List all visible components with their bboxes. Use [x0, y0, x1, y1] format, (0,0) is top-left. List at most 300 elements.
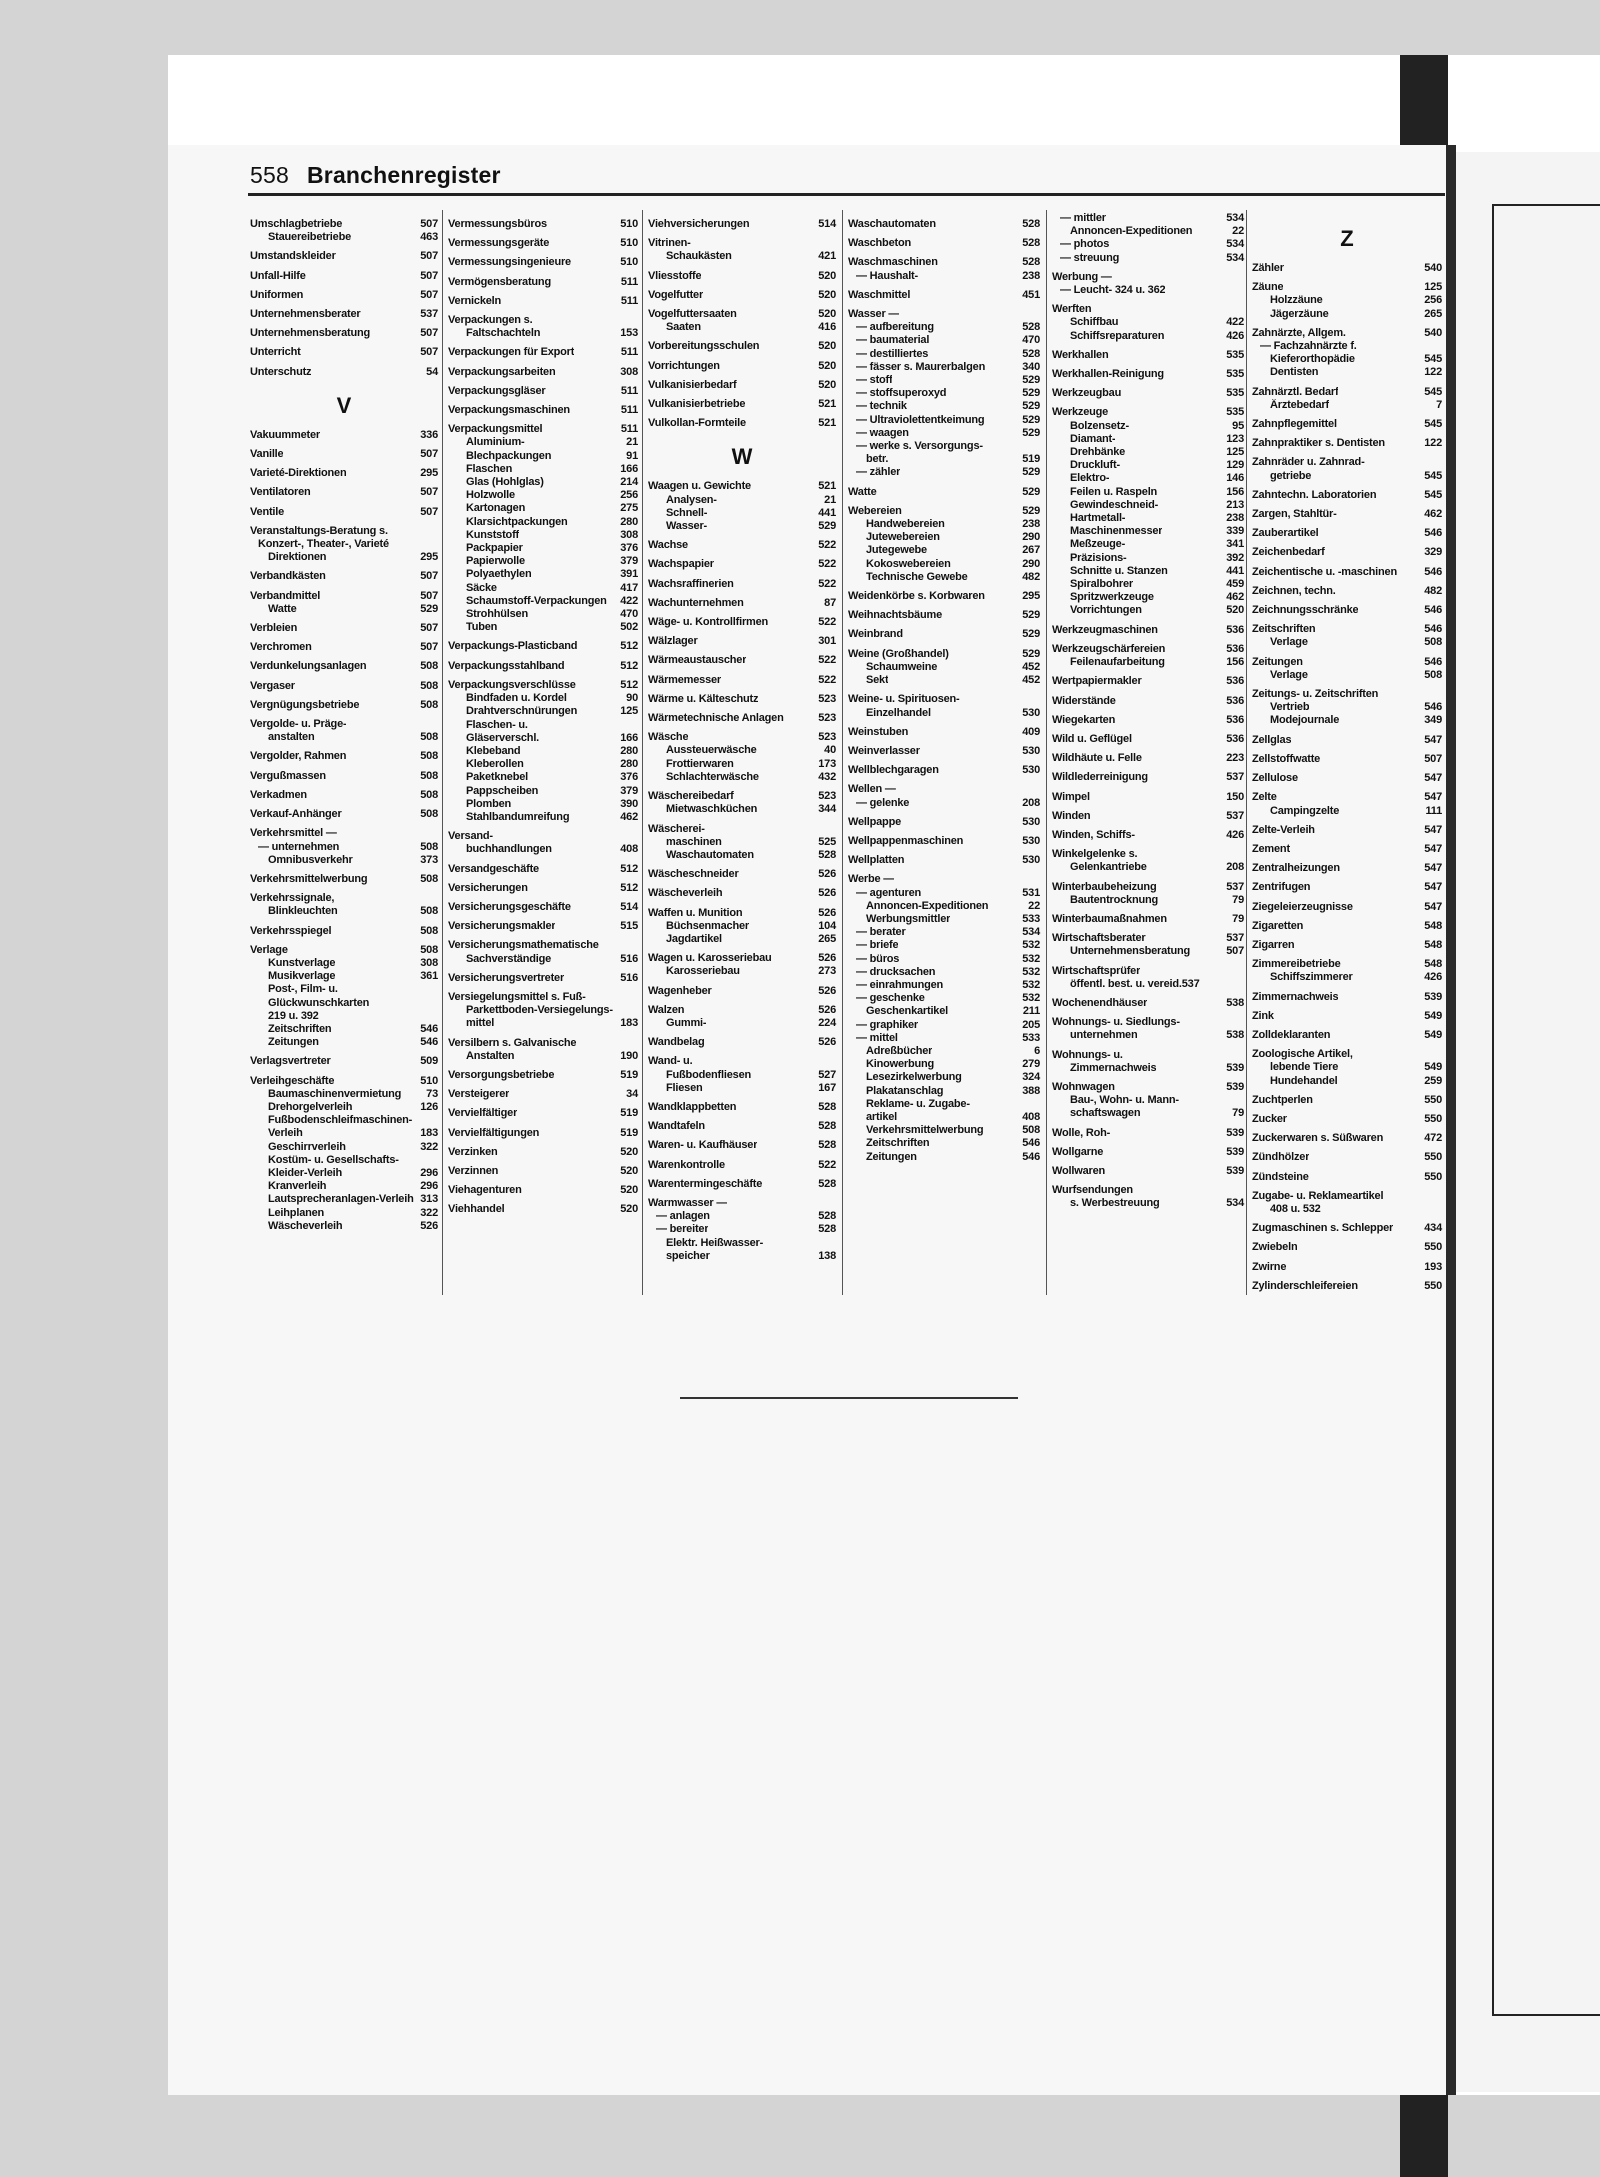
entry-label: Vorrichtungen — [1070, 604, 1142, 617]
entry-label: Zahntechn. Laboratorien — [1252, 488, 1377, 501]
entry-page-number: 522 — [818, 616, 836, 629]
entry-label: Verlage — [1270, 668, 1308, 681]
entry-page-number: 279 — [1022, 1058, 1040, 1071]
index-entry — [448, 1069, 638, 1082]
entry-page-number: 537 — [420, 308, 438, 321]
index-entry — [848, 835, 1040, 848]
entry-page-number: 545 — [1424, 469, 1442, 482]
index-entry — [848, 256, 1040, 269]
entry-label: Zugmaschinen s. Schlepper — [1252, 1222, 1394, 1235]
index-entry — [648, 803, 836, 816]
entry-page-number: 166 — [620, 462, 638, 475]
entry-page-number: 522 — [818, 654, 836, 667]
entry-label: — berater — [856, 926, 906, 939]
entry-page-number: 322 — [420, 1140, 438, 1153]
index-entry — [848, 440, 1040, 453]
entry-label: Zahnpraktiker s. Dentisten — [1252, 437, 1385, 450]
entry-page-number: 259 — [1424, 1074, 1442, 1087]
index-entry — [648, 965, 836, 978]
entry-page-number: 511 — [620, 346, 638, 359]
index-entry — [1052, 656, 1244, 669]
index-entry — [1252, 546, 1442, 559]
entry-label: Sachverständige — [466, 952, 552, 965]
index-entry — [848, 628, 1040, 641]
index-entry — [1252, 669, 1442, 682]
entry-page-number: 508 — [1424, 636, 1442, 649]
index-entry — [648, 1055, 836, 1068]
entry-label: Umschlagbetriebe — [250, 218, 343, 230]
entry-label: Kleider-Verleih — [268, 1166, 343, 1179]
entry-page-number: 392 — [1226, 551, 1244, 564]
entry-page-number: 546 — [1424, 565, 1442, 578]
index-entry — [1252, 862, 1442, 875]
entry-page-number: 529 — [1022, 504, 1040, 517]
entry-page-number: 452 — [1022, 660, 1040, 673]
index-entry — [648, 520, 836, 533]
entry-label: Wachsraffinerien — [648, 577, 734, 590]
entry-label: — graphiker — [856, 1018, 918, 1031]
index-entry — [448, 542, 638, 555]
entry-label: Zahnärztl. Bedarf — [1252, 385, 1339, 398]
index-entry — [1252, 366, 1442, 379]
entry-label: Vernickeln — [448, 294, 502, 307]
entry-page-number: 528 — [1022, 321, 1040, 334]
index-entry — [848, 1085, 1040, 1098]
entry-page-number: 519 — [620, 1068, 638, 1081]
entry-page-number: 511 — [620, 275, 638, 288]
index-entry — [250, 841, 438, 854]
entry-page-number: 156 — [1226, 656, 1244, 669]
index-entry — [848, 544, 1040, 557]
entry-label: Elektr. Heißwasser- — [666, 1236, 764, 1249]
entry-label: Kleberollen — [466, 758, 524, 771]
entry-label: Weine (Großhandel) — [848, 647, 949, 660]
index-entry — [448, 346, 638, 359]
entry-label: Drahtverschnürungen — [466, 705, 578, 718]
index-entry — [250, 827, 438, 840]
entry-label: Zündhölzer — [1252, 1151, 1310, 1164]
entry-page-number: 470 — [620, 608, 638, 621]
entry-label: Vulkollan-Formteile — [648, 417, 746, 430]
entry-label: Wimpel — [1052, 790, 1090, 803]
entry-label: Schaumweine — [866, 660, 938, 673]
entry-label: Warmwasser — — [648, 1196, 728, 1209]
index-entry — [448, 771, 638, 784]
index-entry — [250, 538, 438, 551]
entry-page-number: 536 — [1226, 642, 1244, 655]
entry-page-number: 295 — [420, 551, 438, 564]
entry-label: Fußbodenfliesen — [666, 1068, 752, 1081]
index-entry — [1052, 1016, 1244, 1029]
entry-page-number: 462 — [620, 810, 638, 823]
entry-page-number: 482 — [1022, 570, 1040, 583]
entry-label: Wäscheschneider — [648, 868, 739, 881]
entry-label: Versandgeschäfte — [448, 862, 539, 875]
entry-label: — stoff — [856, 374, 893, 387]
entry-page-number: 547 — [1424, 791, 1442, 804]
index-entry — [648, 308, 836, 321]
entry-page-number: 511 — [620, 423, 638, 436]
entry-label: — geschenke — [856, 992, 925, 1005]
entry-label: Vervielfältigungen — [448, 1126, 540, 1139]
entry-label: Verchromen — [250, 641, 312, 654]
entry-page-number: 528 — [818, 1223, 836, 1236]
entry-label: Zelte-Verleih — [1252, 823, 1315, 836]
entry-page-number: 512 — [620, 678, 638, 691]
index-entry — [448, 1088, 638, 1101]
entry-page-number: 521 — [818, 398, 836, 411]
index-entry — [250, 327, 438, 340]
entry-label: Mietwaschküchen — [666, 803, 758, 816]
index-entry — [1252, 527, 1442, 540]
index-entry — [448, 582, 638, 595]
entry-label: Adreßbücher — [866, 1044, 933, 1057]
entry-page-number: 529 — [1022, 466, 1040, 479]
entry-label: Kokoswebereien — [866, 557, 951, 570]
entry-page-number: 422 — [1226, 316, 1244, 329]
index-entry — [1052, 446, 1244, 459]
entry-label: — technik — [856, 400, 907, 413]
index-entry — [1252, 1132, 1442, 1145]
entry-page-number: 265 — [1424, 307, 1442, 320]
entry-label: Watte — [848, 485, 877, 498]
entry-label: — fässer s. Maurerbalgen — [856, 360, 986, 373]
index-entry — [250, 770, 438, 783]
entry-label: Zeitungen — [1252, 655, 1303, 668]
column-divider — [442, 210, 443, 1295]
index-entry — [848, 726, 1040, 739]
entry-page-number: 150 — [1226, 790, 1244, 803]
index-entry — [648, 1101, 836, 1114]
index-entry — [1252, 714, 1442, 727]
index-entry — [448, 732, 638, 745]
index-entry — [1252, 386, 1442, 399]
entry-page-number: 507 — [1226, 945, 1244, 958]
entry-page-number: 537 — [1226, 809, 1244, 822]
index-entry — [1252, 1203, 1442, 1216]
entry-page-number: 528 — [818, 1210, 836, 1223]
index-entry — [1052, 284, 1244, 297]
entry-label: Werkzeugmaschinen — [1052, 623, 1158, 636]
entry-page-number: 510 — [620, 256, 638, 269]
index-entry — [448, 1017, 638, 1030]
index-entry — [1252, 566, 1442, 579]
entry-label: Spritzwerkzeuge — [1070, 591, 1154, 604]
index-entry — [1052, 881, 1244, 894]
entry-page-number: 308 — [420, 956, 438, 969]
index-entry — [848, 466, 1040, 479]
index-entry — [448, 256, 638, 269]
index-entry — [448, 218, 638, 231]
index-entry — [448, 692, 638, 705]
entry-label: Zigaretten — [1252, 919, 1304, 932]
entry-page-number: 539 — [1226, 1080, 1244, 1093]
entry-label: Vertrieb — [1270, 701, 1310, 714]
entry-label: Verkehrsmittelwerbung — [250, 872, 368, 885]
index-entry — [1052, 1184, 1244, 1197]
index-entry — [250, 854, 438, 867]
entry-label: Zellulose — [1252, 772, 1298, 785]
index-entry — [648, 270, 836, 283]
index-entry — [448, 555, 638, 568]
entry-label: Blinkleuchten — [268, 905, 338, 918]
entry-label: Zucker — [1252, 1112, 1287, 1125]
index-entry — [848, 913, 1040, 926]
entry-page-number: 95 — [1232, 419, 1244, 432]
index-entry — [448, 705, 638, 718]
entry-label: Wachspapier — [648, 558, 714, 571]
entry-page-number: 539 — [1226, 1164, 1244, 1177]
entry-label: 408 u. 532 — [1270, 1202, 1321, 1215]
index-entry — [1252, 418, 1442, 431]
index-entry — [1052, 1094, 1244, 1107]
index-entry — [1052, 368, 1244, 381]
entry-label: Zelte — [1252, 791, 1277, 804]
index-entry — [1052, 538, 1244, 551]
entry-page-number: 388 — [1022, 1084, 1040, 1097]
entry-page-number: 522 — [818, 539, 836, 552]
entry-label: Musikverlage — [268, 970, 336, 983]
index-entry — [848, 505, 1040, 518]
entry-label: Verkadmen — [250, 788, 307, 801]
index-entry — [848, 218, 1040, 231]
index-entry — [1252, 843, 1442, 856]
index-entry — [648, 1237, 836, 1250]
index-entry — [250, 346, 438, 359]
entry-label: Zahnpflegemittel — [1252, 418, 1337, 431]
index-entry — [848, 1019, 1040, 1032]
index-entry — [1252, 636, 1442, 649]
entry-page-number: 379 — [620, 784, 638, 797]
entry-page-number: 452 — [1022, 674, 1040, 687]
entry-label: Vogelfuttersaaten — [648, 308, 737, 321]
index-entry — [648, 507, 836, 520]
entry-page-number: 507 — [420, 218, 438, 230]
entry-label: Vorrichtungen — [648, 359, 720, 372]
index-entry — [1252, 734, 1442, 747]
entry-page-number: 529 — [1022, 400, 1040, 413]
index-entry — [1052, 212, 1244, 225]
scan-bottom-margin — [168, 2095, 1600, 2177]
entry-page-number: 183 — [620, 1017, 638, 1030]
entry-page-number: 308 — [620, 528, 638, 541]
index-entry — [250, 429, 438, 442]
entry-label: Drehbänke — [1070, 446, 1126, 459]
entry-page-number: 90 — [626, 692, 638, 705]
entry-page-number: 535 — [1226, 387, 1244, 400]
entry-page-number: 507 — [420, 622, 438, 635]
index-entry — [250, 789, 438, 802]
index-entry — [1252, 1280, 1442, 1293]
entry-label: Winden, Schiffs- — [1052, 828, 1135, 841]
entry-page-number: 520 — [620, 1203, 638, 1216]
entry-label: Vliesstoffe — [648, 269, 702, 282]
entry-label: Vergolder, Rahmen — [250, 750, 347, 763]
index-entry — [250, 289, 438, 302]
entry-label: Wellen — — [848, 783, 896, 796]
entry-label: Klebeband — [466, 744, 521, 757]
entry-label: Zeichnen, techn. — [1252, 584, 1336, 597]
index-entry — [1252, 1075, 1442, 1088]
index-entry — [1252, 585, 1442, 598]
index-entry — [1252, 456, 1442, 469]
index-entry — [448, 314, 638, 327]
entry-page-number: 126 — [420, 1100, 438, 1113]
index-entry — [848, 414, 1040, 427]
index-column-3 — [648, 212, 836, 1263]
index-entry — [448, 1165, 638, 1178]
entry-page-number: 313 — [420, 1193, 438, 1206]
entry-page-number: 508 — [420, 731, 438, 744]
entry-page-number: 523 — [818, 731, 836, 744]
entry-label: buchhandlungen — [466, 843, 552, 856]
index-entry — [1052, 810, 1244, 823]
entry-label: Winden — [1052, 809, 1091, 822]
entry-label: Vitrinen- — [648, 237, 691, 250]
entry-page-number: 536 — [1226, 732, 1244, 745]
index-entry — [448, 385, 638, 398]
entry-label: Büchsenmacher — [666, 919, 749, 932]
index-entry — [250, 660, 438, 673]
index-entry — [648, 1178, 836, 1191]
entry-page-number: 525 — [818, 835, 836, 848]
index-entry — [1052, 387, 1244, 400]
index-entry — [648, 250, 836, 263]
entry-label: Vorbereitungsschulen — [648, 340, 760, 353]
index-entry — [1252, 772, 1442, 785]
entry-page-number: 528 — [1022, 256, 1040, 269]
entry-label: Kieferorthopädie — [1270, 353, 1355, 366]
entry-page-number: 173 — [818, 757, 836, 770]
index-entry — [848, 427, 1040, 440]
index-entry — [648, 578, 836, 591]
entry-page-number: 519 — [620, 1126, 638, 1139]
entry-label: Gummi- — [666, 1016, 707, 1029]
entry-label: Verpackungsstahlband — [448, 659, 565, 672]
entry-label: Wild u. Geflügel — [1052, 732, 1132, 745]
entry-label: — drucksachen — [856, 965, 936, 978]
entry-page-number: 122 — [1424, 366, 1442, 379]
entry-label: Verlage — [250, 943, 288, 956]
entry-page-number: 125 — [1226, 446, 1244, 459]
entry-page-number: 523 — [818, 712, 836, 725]
index-entry — [1252, 604, 1442, 617]
entry-page-number: 470 — [1022, 334, 1040, 347]
entry-page-number: 214 — [620, 476, 638, 489]
entry-page-number: 533 — [1022, 912, 1040, 925]
entry-label: Plomben — [466, 797, 512, 810]
entry-page-number: 526 — [818, 1003, 836, 1016]
entry-label: Tuben — [466, 621, 498, 634]
entry-label: Dentisten — [1270, 366, 1319, 379]
entry-page-number: 153 — [620, 327, 638, 340]
index-entry — [648, 417, 836, 430]
index-entry — [448, 450, 638, 463]
entry-page-number: 528 — [818, 1100, 836, 1113]
entry-page-number: 336 — [420, 428, 438, 441]
column-divider — [842, 210, 843, 1295]
entry-label: Wochenendhäuser — [1052, 996, 1148, 1009]
entry-label: Umstandskleider — [250, 250, 336, 263]
entry-page-number: 508 — [420, 769, 438, 782]
index-entry — [448, 476, 638, 489]
entry-label: Wohnwagen — [1052, 1080, 1115, 1093]
index-entry — [848, 900, 1040, 913]
index-entry — [648, 790, 836, 803]
entry-page-number: 532 — [1022, 965, 1040, 978]
entry-label: Versand- — [448, 830, 493, 843]
entry-label: Blechpackungen — [466, 449, 552, 462]
entry-page-number: 520 — [818, 378, 836, 391]
entry-page-number: 329 — [1424, 546, 1442, 559]
entry-label: Watte — [268, 602, 297, 615]
entry-label: Lautsprecheranlagen-Verleih — [268, 1193, 414, 1206]
entry-label: — einrahmungen — [856, 978, 944, 991]
index-entry — [848, 764, 1040, 777]
entry-page-number: 6 — [1034, 1044, 1040, 1057]
entry-page-number: 530 — [1022, 744, 1040, 757]
entry-page-number: 183 — [420, 1127, 438, 1140]
entry-page-number: 441 — [1226, 564, 1244, 577]
index-entry — [1052, 675, 1244, 688]
entry-page-number: 546 — [1424, 655, 1442, 668]
entry-label: Verpackungen für Export — [448, 346, 575, 359]
entry-label: Waren- u. Kaufhäuser — [648, 1139, 758, 1152]
entry-label: Verleih — [268, 1127, 303, 1140]
entry-page-number: 21 — [824, 493, 836, 506]
entry-label: Stauereibetriebe — [268, 231, 352, 244]
entry-label: Wasser- — [666, 520, 707, 533]
index-entry — [648, 952, 836, 965]
index-entry — [1252, 688, 1442, 701]
entry-label: Direktionen — [268, 551, 327, 564]
entry-page-number: 530 — [1022, 764, 1040, 777]
entry-page-number: 547 — [1424, 881, 1442, 894]
entry-page-number: 146 — [1226, 472, 1244, 485]
entry-label: Winterbaubeheizung — [1052, 880, 1157, 893]
entry-label: Zolldeklaranten — [1252, 1028, 1331, 1041]
entry-label: Weinstuben — [848, 725, 909, 738]
entry-page-number: 111 — [1425, 804, 1442, 817]
column-divider — [1046, 210, 1047, 1295]
entry-page-number: 373 — [420, 853, 438, 866]
entry-label: Lesezirkelwerbung — [866, 1071, 962, 1084]
index-entry — [448, 276, 638, 289]
index-entry — [448, 1037, 638, 1050]
entry-label: Schiffszimmerer — [1270, 971, 1353, 984]
entry-label: mittel — [466, 1017, 495, 1030]
entry-label: Verkehrsmittel — — [250, 827, 337, 840]
entry-page-number: 308 — [620, 365, 638, 378]
entry-label: Waagen u. Gewichte — [648, 480, 751, 493]
entry-label: Viehversicherungen — [648, 218, 750, 230]
entry-label: Zähler — [1252, 262, 1284, 274]
index-entry — [848, 992, 1040, 1005]
entry-page-number: 522 — [818, 673, 836, 686]
entry-label: Anstalten — [466, 1049, 515, 1062]
index-entry — [848, 486, 1040, 499]
index-entry — [1052, 1197, 1244, 1210]
entry-page-number: 526 — [818, 906, 836, 919]
entry-label: Wandbelag — [648, 1036, 705, 1049]
entry-page-number: 22 — [1232, 225, 1244, 238]
entry-label: Technische Gewebe — [866, 570, 968, 583]
entry-label: Waschbeton — [848, 237, 911, 250]
index-column-4 — [848, 212, 1040, 1164]
index-entry — [848, 1151, 1040, 1164]
entry-label: Handwebereien — [866, 518, 945, 531]
entry-page-number: 507 — [420, 505, 438, 518]
